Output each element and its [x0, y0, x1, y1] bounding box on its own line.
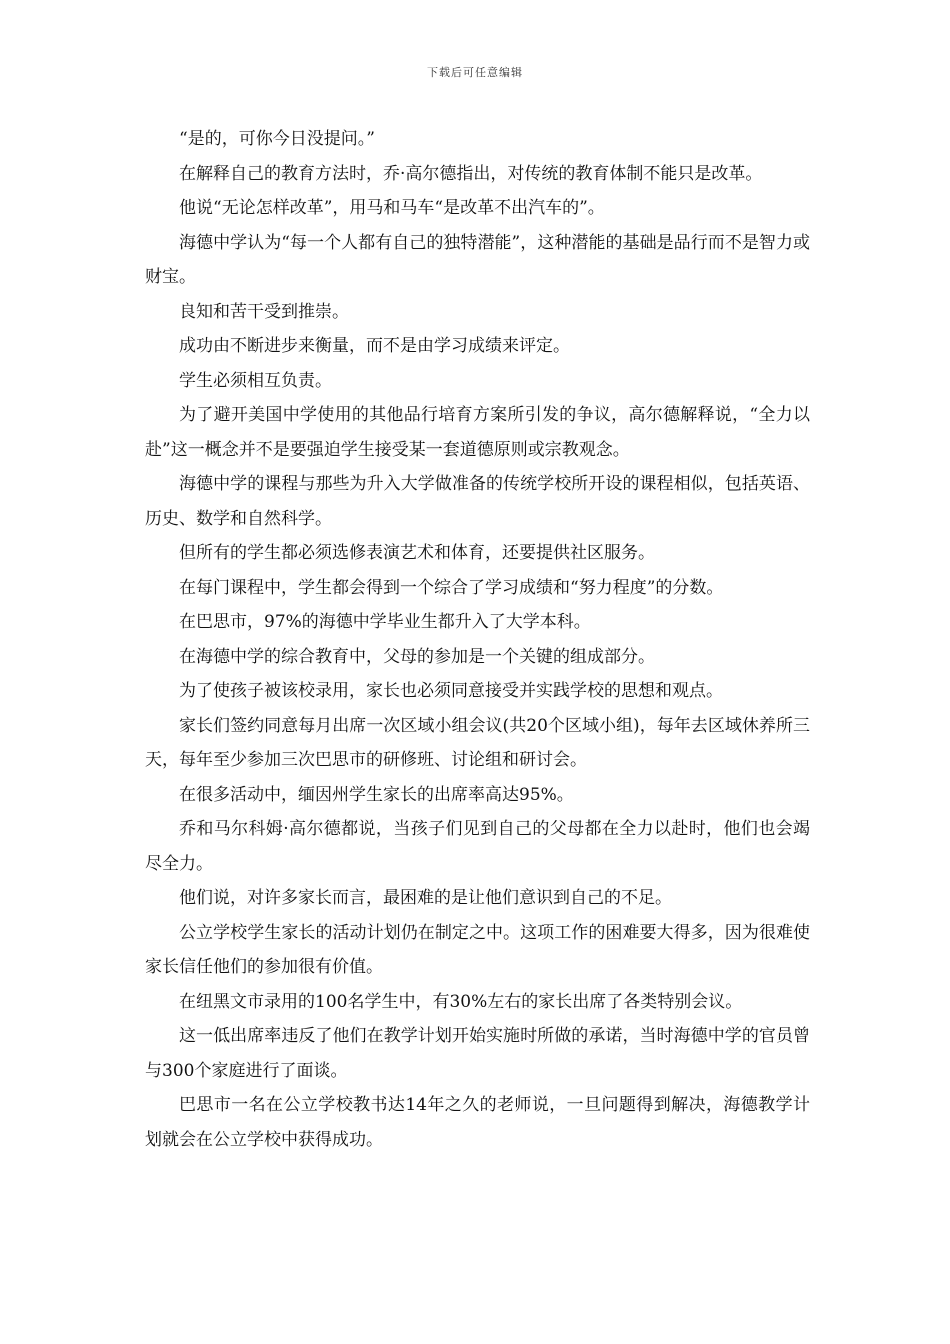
paragraph: 在纽黑文市录用的100名学生中，有30%左右的家长出席了各类特别会议。 — [179, 991, 743, 1012]
paragraph: 海德中学的课程与那些为升入大学做准备的传统学校所开设的课程相似，包括英语、历史、数学和自然科学。 — [145, 474, 810, 529]
paragraph: 海德中学认为“每一个人都有自己的独特潜能”，这种潜能的基础是品行而不是智力或财宝。 — [145, 232, 810, 287]
paragraph: 在解释自己的教育方法时，乔·高尔德指出，对传统的教育体制不能只是改革。 — [179, 163, 763, 184]
document-body — [145, 122, 810, 1157]
paragraph: 巴思市一名在公立学校教书达14年之久的老师说，一旦问题得到解决，海德教学计划就会在公立学校中获得成功。 — [145, 1095, 810, 1150]
paragraph: 为了避开美国中学使用的其他品行培育方案所引发的争议，高尔德解释说，“全力以赴”这一概念并不是要强迫学生接受某一套道德原则或宗教观念。 — [145, 405, 810, 460]
paragraph: 在巴思市，97%的海德中学毕业生都升入了大学本科。 — [179, 612, 591, 632]
paragraph: 在每门课程中，学生都会得到一个综合了学习成绩和“努力程度”的分数。 — [179, 577, 724, 598]
paragraph: 乔和马尔科姆·高尔德都说，当孩子们见到自己的父母都在全力以赴时，他们也会竭尽全力。 — [145, 819, 810, 874]
page-header: 下载后可任意编辑 — [427, 66, 523, 79]
paragraph: 为了使孩子被该校录用，家长也必须同意接受并实践学校的思想和观点。 — [179, 681, 723, 701]
paragraph: 在很多活动中，缅因州学生家长的出席率高达95%。 — [179, 784, 574, 805]
paragraph: 公立学校学生家长的活动计划仍在制定之中。这项工作的困难要大得多，因为很难使家长信任他们的参加很有价值。 — [145, 922, 810, 977]
paragraph: 良知和苦干受到推崇。 — [179, 301, 349, 322]
paragraph: 在海德中学的综合教育中，父母的参加是一个关键的组成部分。 — [179, 646, 655, 667]
paragraph: 但所有的学生都必须选修表演艺术和体育，还要提供社区服务。 — [179, 543, 655, 563]
paragraph: 成功由不断进步来衡量，而不是由学习成绩来评定。 — [179, 336, 570, 356]
paragraph: 这一低出席率违反了他们在教学计划开始实施时所做的承诺，当时海德中学的官员曾与300个家庭进行了面谈。 — [145, 1026, 810, 1081]
paragraph: 他说“无论怎样改革”，用马和马车“是改革不出汽车的”。 — [179, 198, 605, 218]
paragraph: 家长们签约同意每月出席一次区域小组会议(共20个区域小组)，每年去区域休养所三天，每年至少参加三次巴思市的研修班、讨论组和研讨会。 — [145, 715, 810, 770]
paragraph: “是的，可你今日没提问。” — [179, 129, 375, 149]
paragraph: 他们说，对许多家长而言，最困难的是让他们意识到自己的不足。 — [179, 888, 672, 908]
paragraph: 学生必须相互负责。 — [179, 370, 332, 391]
